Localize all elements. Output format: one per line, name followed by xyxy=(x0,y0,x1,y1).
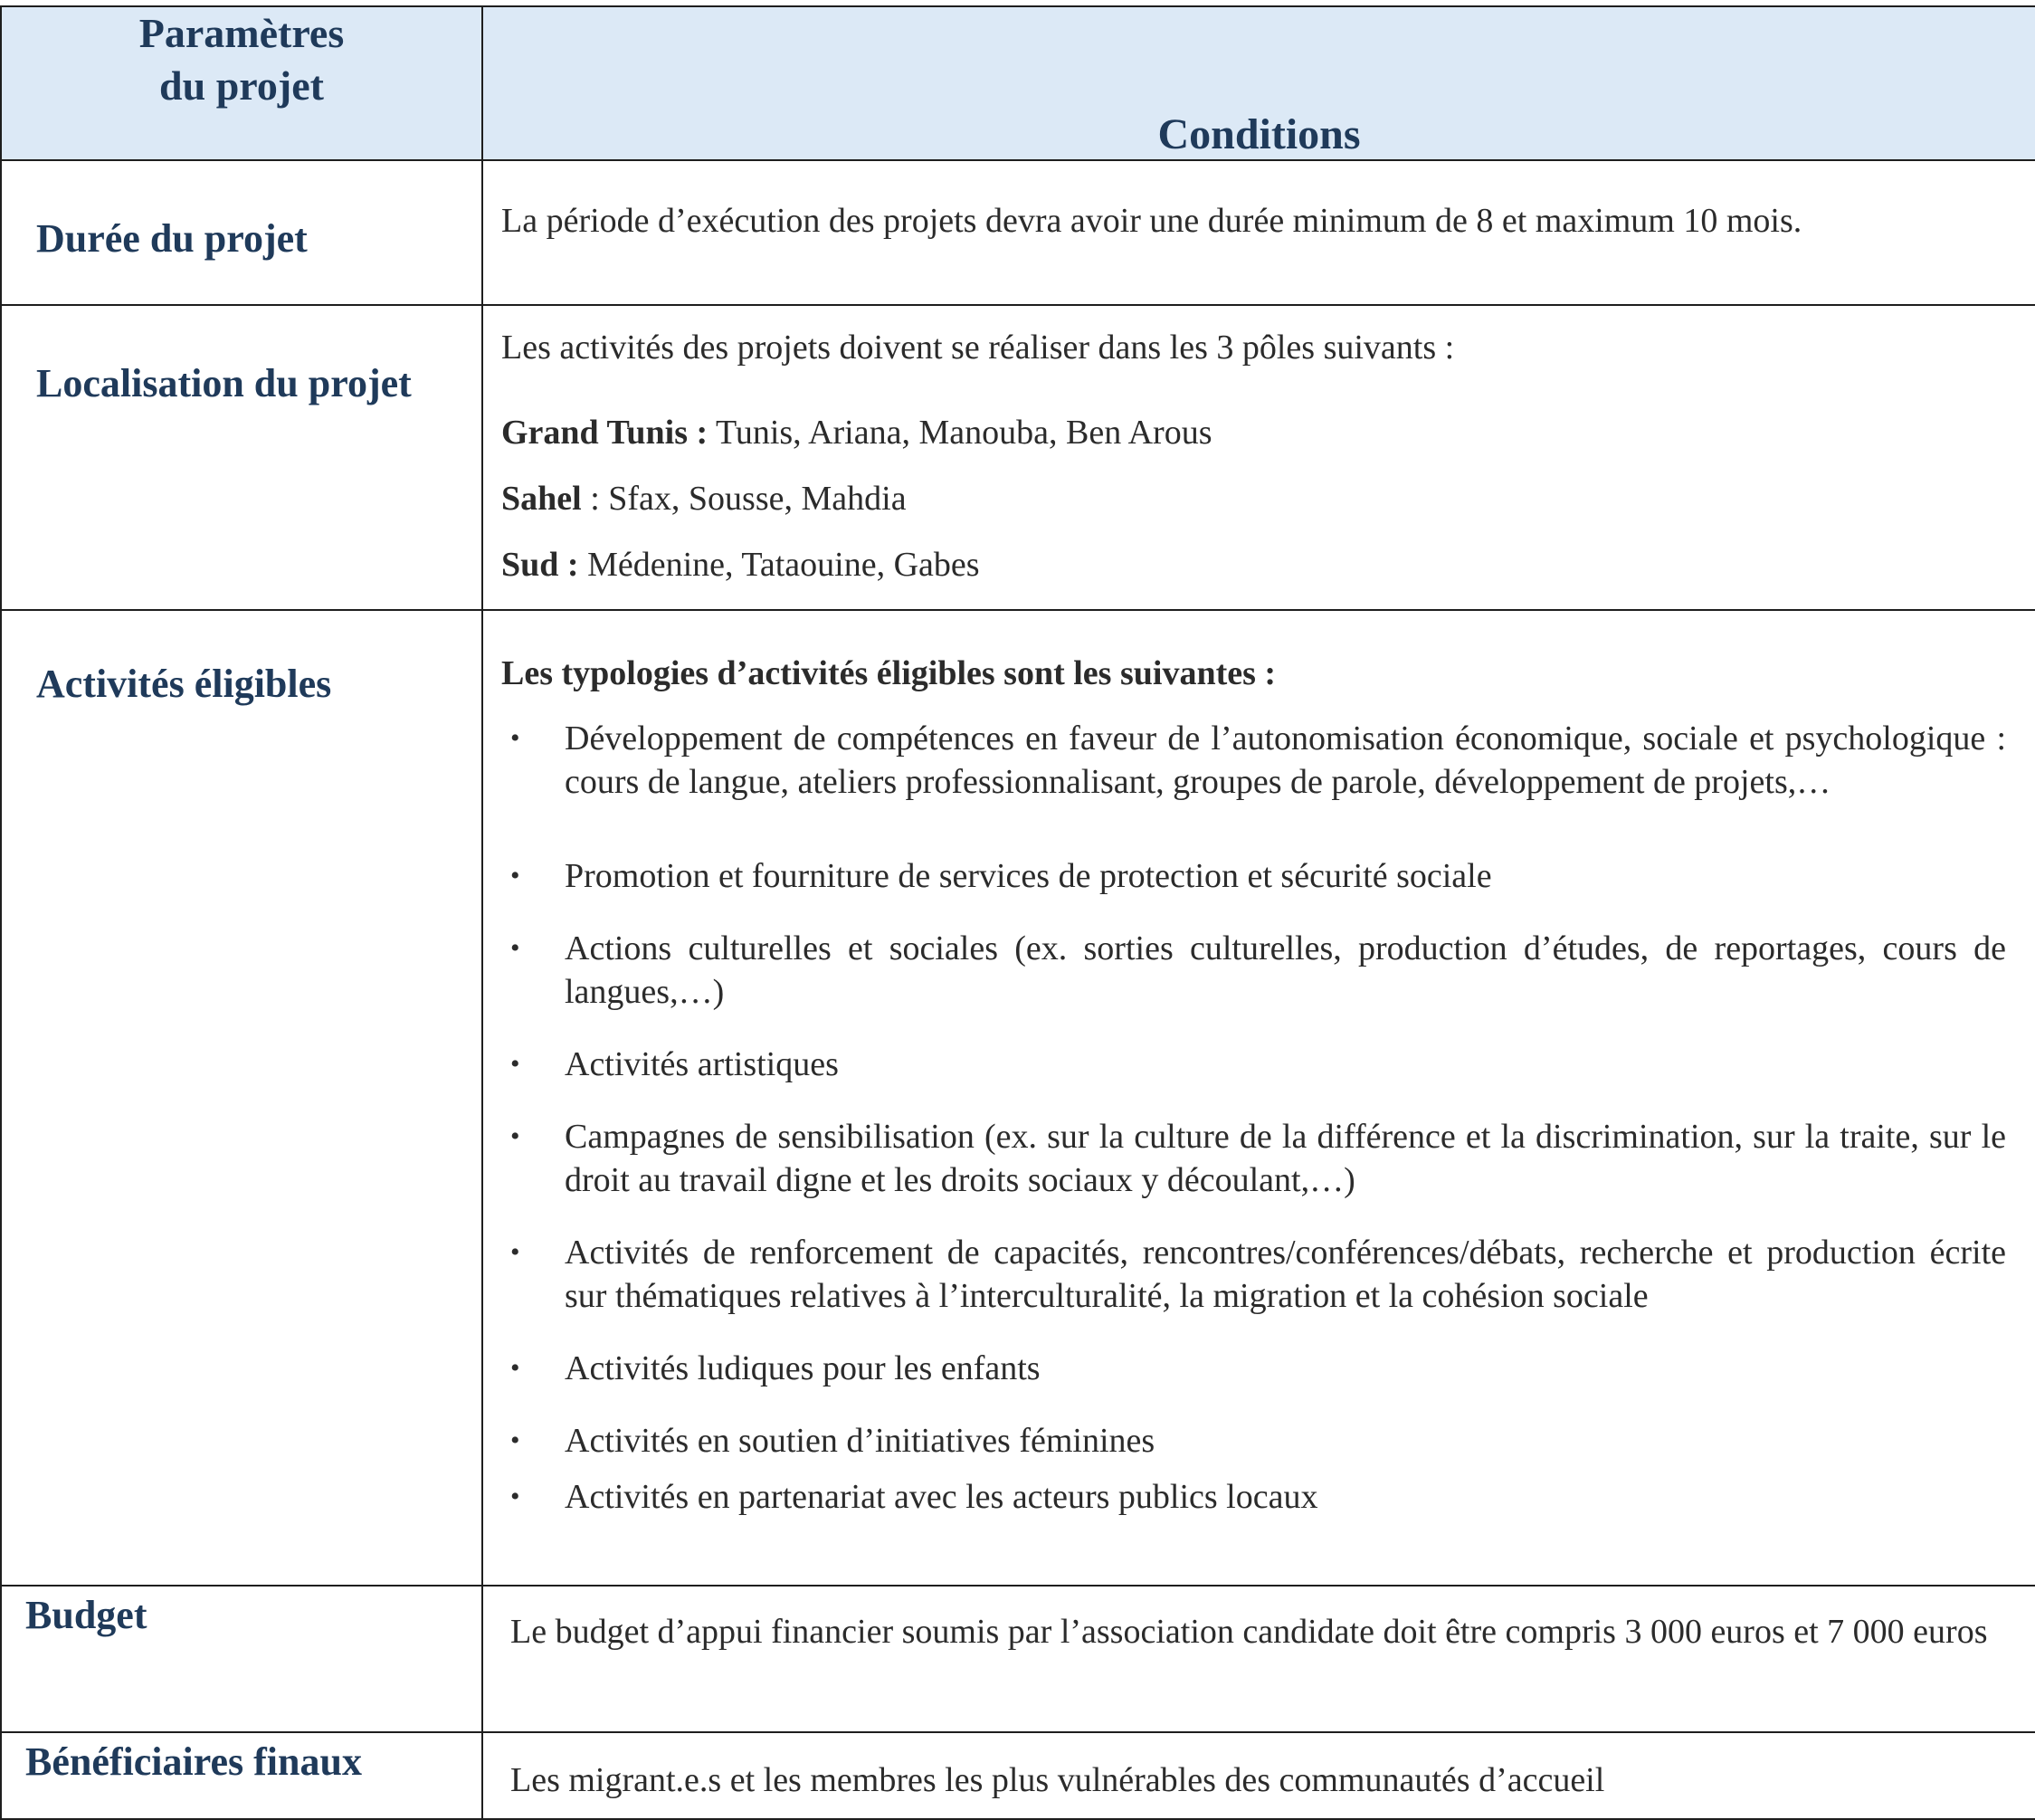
header-parameters-line1: Paramètres xyxy=(138,10,345,56)
list-item xyxy=(501,717,2006,804)
condition-cell-activites xyxy=(482,610,2035,1586)
condition-cell-beneficiaires xyxy=(482,1732,2035,1819)
activites-title: Les typologies d’activités éligibles sont les suivantes : xyxy=(501,654,1277,692)
list-item xyxy=(501,1115,2006,1202)
list-item-text: Actions culturelles et sociales (ex. sorties culturelles, production d’études, de reportages, cours de langues,…) xyxy=(565,929,2006,1011)
param-cell-localisation xyxy=(1,305,482,610)
param-cell-duree xyxy=(1,160,482,305)
table-row-beneficiaires xyxy=(1,1732,2035,1819)
table-row-activites xyxy=(1,610,2035,1586)
pole-sahel xyxy=(501,477,2017,520)
bullet-icon: • xyxy=(510,1237,520,1267)
param-label-activites: Activités éligibles xyxy=(36,662,332,706)
list-item xyxy=(501,1231,2006,1318)
list-item xyxy=(501,927,2006,1014)
pole-name: Sud : xyxy=(501,546,579,584)
list-item-text: Activités en soutien d’initiatives féminines xyxy=(565,1422,1155,1460)
pole-cities: Médenine, Tataouine, Gabes xyxy=(578,546,980,584)
param-cell-activites xyxy=(1,610,482,1586)
param-cell-budget xyxy=(1,1586,482,1732)
pole-name: Sahel xyxy=(501,480,582,518)
list-item xyxy=(501,854,2006,898)
pole-cities: Tunis, Ariana, Manouba, Ben Arous xyxy=(708,414,1212,452)
list-item xyxy=(501,1043,2006,1086)
bullet-icon: • xyxy=(510,861,520,891)
param-label-localisation: Localisation du projet xyxy=(36,361,412,405)
list-item xyxy=(501,1475,2006,1519)
bullet-icon: • xyxy=(510,933,520,963)
list-item-text: Activités en partenariat avec les acteurs publics locaux xyxy=(565,1478,1318,1516)
bullet-icon: • xyxy=(510,1049,520,1079)
list-item-text: Activités artistiques xyxy=(565,1045,839,1083)
project-parameters-table xyxy=(0,5,2035,1820)
list-item-text: Promotion et fourniture de services de protection et sécurité sociale xyxy=(565,857,1492,895)
table-row-duree xyxy=(1,160,2035,305)
condition-cell-localisation xyxy=(482,305,2035,610)
condition-text-duree: La période d’exécution des projets devra avoir une durée minimum de 8 et maximum 10 mois. xyxy=(501,202,1802,240)
bullet-icon: • xyxy=(510,1353,520,1383)
list-item xyxy=(501,1419,2006,1463)
list-item-text: Développement de compétences en faveur de l’autonomisation économique, sociale et psychologique : cours de langue, ateliers professionnalisant, groupes de parole, développement de projets,… xyxy=(565,719,2006,801)
param-label-duree: Durée du projet xyxy=(36,216,308,261)
header-parameters xyxy=(1,6,482,160)
list-item xyxy=(501,1347,2006,1390)
table-row-localisation xyxy=(1,305,2035,610)
pole-cities: : Sfax, Sousse, Mahdia xyxy=(581,480,907,518)
condition-cell-budget xyxy=(482,1586,2035,1732)
param-label-beneficiaires: Bénéficiaires finaux xyxy=(25,1739,362,1784)
list-item-text: Campagnes de sensibilisation (ex. sur la culture de la différence et la discrimination, sur la traite, sur le droit au travail digne et les droits sociaux y découlant,…) xyxy=(565,1118,2006,1199)
list-item-text: Activités ludiques pour les enfants xyxy=(565,1349,1041,1387)
table-header-row xyxy=(1,6,2035,160)
condition-text-beneficiaires: Les migrant.e.s et les membres les plus vulnérables des communautés d’accueil xyxy=(510,1761,1605,1799)
bullet-icon: • xyxy=(510,1482,520,1511)
header-parameters-line2: du projet xyxy=(159,62,324,109)
condition-text-budget: Le budget d’appui financier soumis par l’association candidate doit être compris 3 000 euros et 7 000 euros xyxy=(510,1613,1988,1651)
bullet-icon: • xyxy=(510,1425,520,1455)
param-label-budget: Budget xyxy=(25,1593,147,1637)
header-conditions: Conditions xyxy=(482,6,2035,160)
condition-cell-duree xyxy=(482,160,2035,305)
pole-sud xyxy=(501,543,2017,586)
bullet-icon: • xyxy=(510,723,520,753)
localisation-intro: Les activités des projets doivent se réaliser dans les 3 pôles suivants : xyxy=(501,329,1455,367)
pole-name: Grand Tunis : xyxy=(501,414,708,452)
pole-grand-tunis xyxy=(501,411,2017,454)
param-cell-beneficiaires xyxy=(1,1732,482,1819)
bullet-icon: • xyxy=(510,1121,520,1151)
table-row-budget xyxy=(1,1586,2035,1732)
activites-list xyxy=(501,717,2006,1519)
list-item-text: Activités de renforcement de capacités, rencontres/conférences/débats, recherche et production écrite sur thématiques relatives à l’interculturalité, la migration et la cohésion sociale xyxy=(565,1234,2006,1315)
